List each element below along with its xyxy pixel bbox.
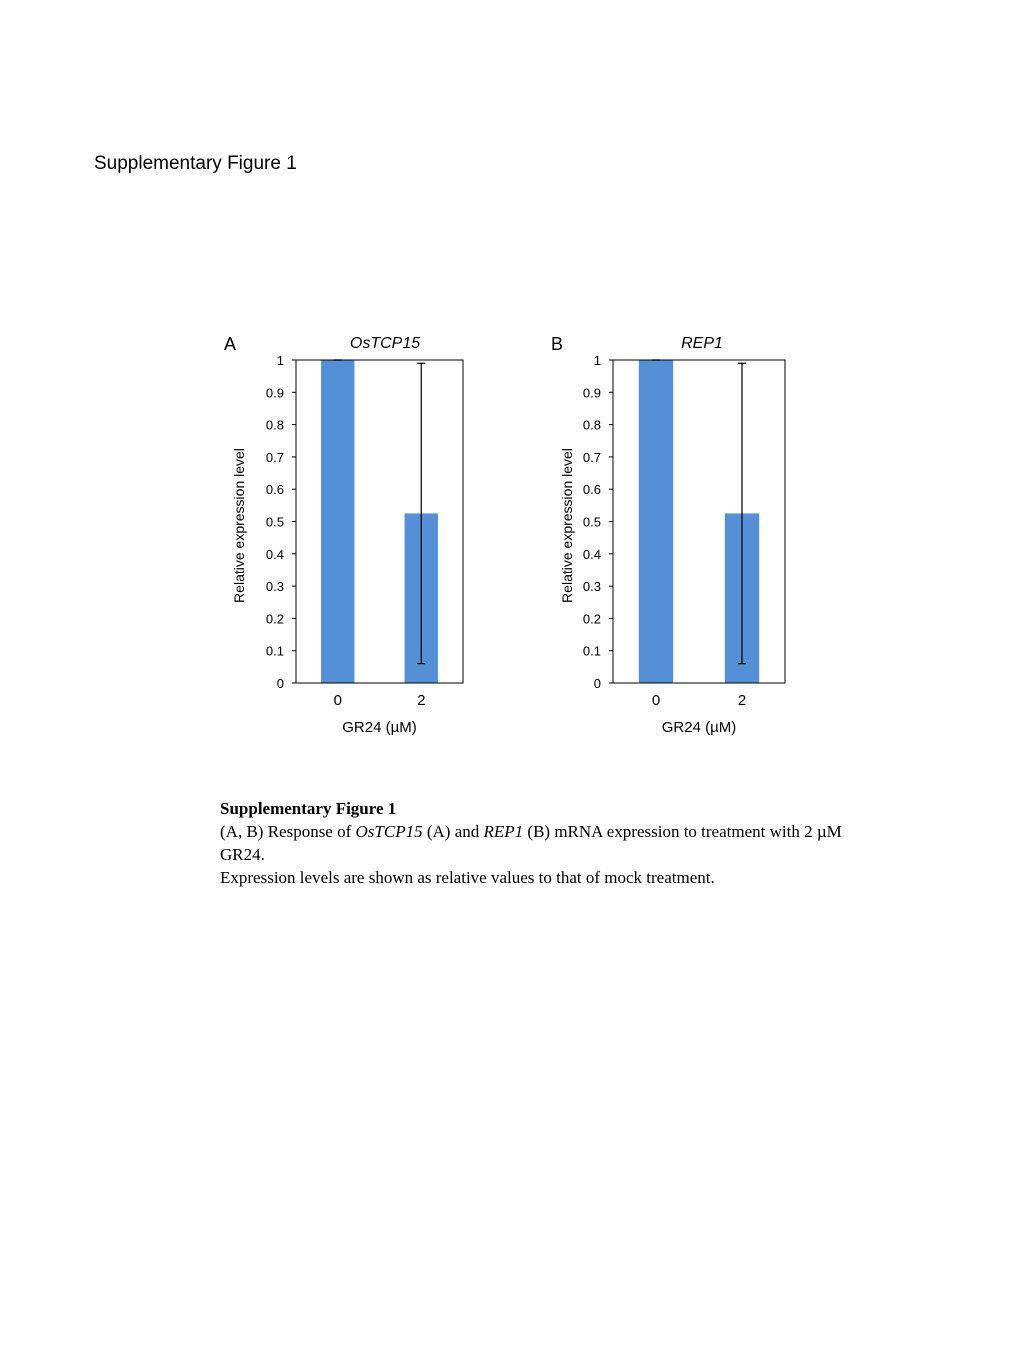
page-heading: Supplementary Figure 1 xyxy=(94,153,297,174)
panel-a-ytick-label-3: 0.3 xyxy=(265,579,284,595)
panel-a-title: OsTCP15 xyxy=(349,335,421,352)
panel-a-ytick-label-0: 0 xyxy=(276,676,284,691)
panel-a-bar-0 xyxy=(321,360,354,683)
caption-note: Expression levels are shown as relative values to that of mock treatment. xyxy=(220,868,715,887)
panel-a-ytick-label-10: 1 xyxy=(276,353,284,368)
panel-b-ytick-label-7: 0.7 xyxy=(582,449,601,465)
caption-title: Supplementary Figure 1 xyxy=(220,799,397,818)
panel-b-ytick-label-6: 0.6 xyxy=(582,482,601,498)
panel-a-ytick-label-9: 0.9 xyxy=(265,385,284,401)
panel-a-ytick-label-2: 0.2 xyxy=(265,611,284,627)
panel-b-ytick-label-5: 0.5 xyxy=(582,514,601,530)
panel-b-xtick-label-1: 2 xyxy=(737,692,747,709)
panel-a-ytick-label-6: 0.6 xyxy=(265,482,284,498)
panel-a-xtick-label-0: 0 xyxy=(333,692,342,709)
caption-text-3: (B) mRNA expression to treatment with 2 µM GR24. xyxy=(220,822,842,864)
panel-b-ytick-label-4: 0.4 xyxy=(582,546,601,562)
panel-a-ytick-label-4: 0.4 xyxy=(265,546,284,562)
panel-b-ytick-label-1: 0.1 xyxy=(582,643,601,659)
caption-gene-2: REP1 xyxy=(483,822,524,841)
panel-b-label: B xyxy=(551,334,564,354)
panel-a-ytick-label-7: 0.7 xyxy=(265,449,284,465)
panel-b-yaxis-label: Relative expression level xyxy=(559,448,575,603)
panel-b-ytick-label-3: 0.3 xyxy=(582,579,601,595)
panel-a-yaxis-label: Relative expression level xyxy=(231,448,247,603)
figure-caption xyxy=(220,797,860,889)
panel-a-label: A xyxy=(224,334,237,354)
panel-b-bar-0 xyxy=(639,360,673,683)
caption-text-1: (A, B) Response of xyxy=(220,822,356,841)
panel-b-ytick-label-10: 1 xyxy=(593,353,601,368)
panel-a-ytick-label-8: 0.8 xyxy=(265,417,284,433)
caption-text-2: (A) and xyxy=(422,822,484,841)
panel-b-ytick-label-0: 0 xyxy=(593,676,601,691)
panel-b-ytick-label-2: 0.2 xyxy=(582,611,601,627)
panel-a-xtick-label-1: 2 xyxy=(417,692,426,709)
panel-a-ytick-label-1: 0.1 xyxy=(265,643,284,659)
panel-b-ytick-label-9: 0.9 xyxy=(582,385,601,401)
panel-b-xtick-label-0: 0 xyxy=(651,692,661,709)
caption-description xyxy=(220,820,860,866)
panel-b-ytick-label-8: 0.8 xyxy=(582,417,601,433)
panel-a-ytick-label-5: 0.5 xyxy=(265,514,284,530)
panel-a-xaxis-label: GR24 (µM) xyxy=(342,719,417,736)
panel-b-title: REP1 xyxy=(681,335,723,352)
panel-b-xaxis-label: GR24 (µM) xyxy=(661,719,737,736)
caption-gene-1: OsTCP15 xyxy=(355,822,423,841)
